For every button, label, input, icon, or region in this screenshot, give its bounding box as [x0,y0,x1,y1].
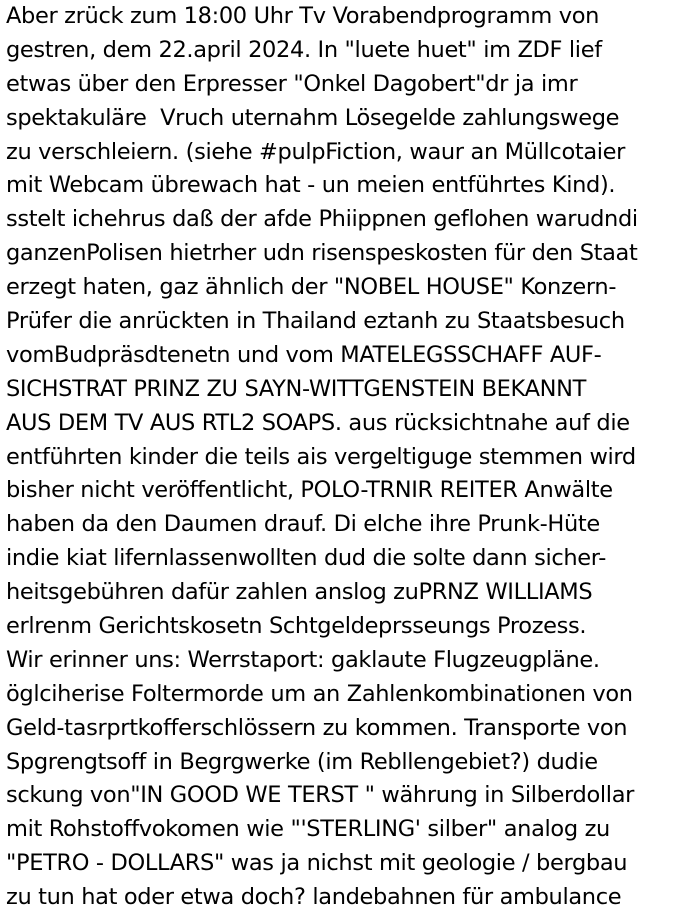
text-line: mit Webcam übrewach hat - un meien entführtes Kind). [6,172,616,199]
text-line: Aber zrück zum 18:00 Uhr Tv Vorabendprogramm von [6,3,600,29]
text-line: indie kiat lifernlassenwollten dud die solte dann sicher- [6,545,607,572]
text-line: gestren, dem 22.april 2024. In "luete huet" im ZDF lief [6,36,602,63]
text-line: Geld-tasrprtkofferschlössern zu kommen. Transporte von [6,714,628,741]
document-text-block [6,0,682,915]
text-line: haben da den Daumen drauf. Di elche ihre Prunk-Hüte [6,511,600,538]
text-line: zu verschleiern. (siehe #pulpFiction, waur an Müllcotaier [6,138,626,165]
text-line: Spgrengtsoff in Begrgwerke (im Rebllengebiet?) dudie [6,748,598,775]
text-line: AUS DEM TV AUS RTL2 SOAPS. aus rücksichtnahe auf die [6,409,630,436]
text-line: erlrenm Gerichtskosetn Schtgeldeprsseungs Prozess. [6,613,587,640]
text-line: Wir erinner uns: Werrstaport: gaklaute Flugzeugpläne. [6,646,600,673]
text-line: spektakuläre Vruch uternahm Lösegelde zahlungswege [6,104,620,131]
text-line: mit Rohstoffvokomen wie "'STERLING' silber" analog zu [6,816,610,843]
text-line: "PETRO - DOLLARS" was ja nichst mit geologie / bergbau [6,850,628,877]
text-line: Prüfer die anrückten in Thailand eztanh zu Staatsbesuch [6,308,625,335]
text-line: öglciherise Foltermorde um an Zahlenkombinationen von [6,680,633,707]
text-line: vomBudpräsdtenetn und vom MATELEGSSCHAFF AUF- [6,341,602,368]
text-line: heitsgebühren dafür zahlen anslog zuPRNZ WILLIAMS [6,579,593,606]
text-line: SICHSTRAT PRINZ ZU SAYN-WITTGENSTEIN BEKANNT [6,375,586,402]
text-line: sckung von"IN GOOD WE TERST " währung in Silberdollar [6,782,635,809]
text-line: erzegt haten, gaz ähnlich der "NOBEL HOUSE" Konzern- [6,274,617,301]
text-line: etwas über den Erpresser "Onkel Dagobert"dr ja imr [6,70,578,97]
text-line: sstelt ichehrus daß der afde Phiippnen geflohen warudndi [6,206,638,233]
text-line: entführten kinder die teils ais vergeltiguge stemmen wird [6,443,636,470]
text-line: ganzenPolisen hietrher udn risenspeskosten für den Staat [6,240,638,267]
text-line: zu tun hat oder etwa doch? landebahnen für ambulance [6,884,622,911]
text-line: bisher nicht veröffentlicht, POLO-TRNIR REITER Anwälte [6,477,613,504]
